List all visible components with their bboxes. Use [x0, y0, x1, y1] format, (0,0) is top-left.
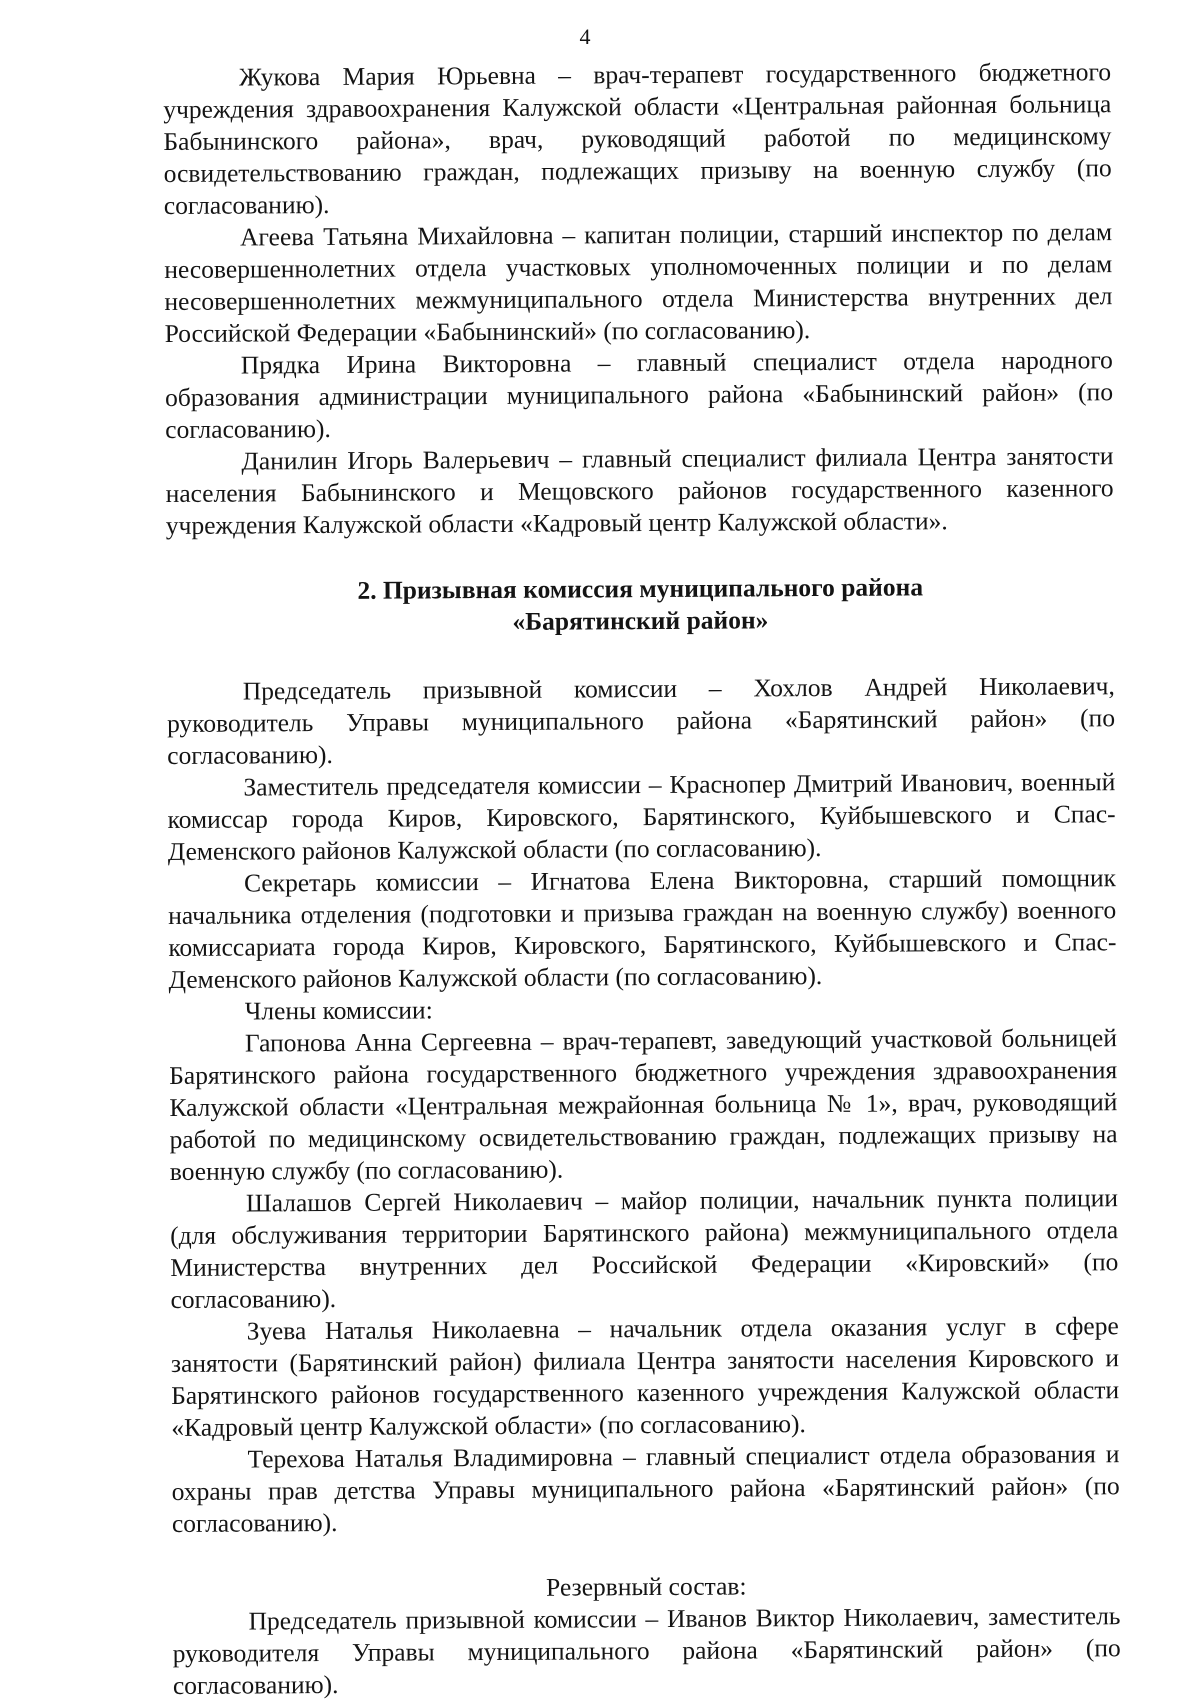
paragraph-secretary: Секретарь комиссии – Игнатова Елена Викторовна, старший помощник начальника отделения (подготовки и призыва граждан на военную службу) военного комиссариата города Киров, Кировского, Барятинского, Куйбышевского и Спас-Деменского районов Калужской области (по согласованию).: [168, 863, 1117, 994]
paragraph-zhukova: Жукова Мария Юрьевна – врач-терапевт государственного бюджетного учреждения здравоохранения Калужской области «Центральная районная больница Бабынинского района», врач, руководящий работой по медицинскому освидетельствованию граждан, подлежащих призыву на военную службу (по согласованию).: [163, 57, 1112, 220]
paragraph-danilin: Данилин Игорь Валерьевич – главный специалист филиала Центра занятости населения Бабынинского и Мещовского районов государственного казенного учреждения Калужской области «Кадровый центр Калужской области».: [165, 441, 1114, 540]
section-heading-line-2: «Барятинский район»: [512, 605, 769, 636]
reserve-heading: Резервный состав:: [546, 1571, 747, 1602]
paragraph-members-label: Члены комиссии:: [244, 995, 433, 1026]
paragraph-chairman: Председатель призывной комиссии – Хохлов Андрей Николаевич, руководитель Управы муниципального района «Барятинский район» (по согласованию).: [166, 671, 1116, 770]
paragraph-terekhova: Терехова Наталья Владимировна – главный специалист отдела образования и охраны прав детства Управы муниципального района «Барятинский район» (по согласованию).: [171, 1439, 1120, 1538]
page-number: 4: [579, 24, 591, 49]
paragraph-pryadka: Прядка Ирина Викторовна – главный специалист отдела народного образования администрации муниципального района «Бабынинский район» (по согласованию).: [164, 345, 1114, 444]
paragraph-zueva: Зуева Наталья Николаевна – начальник отдела оказания услуг в сфере занятости (Барятинский район) филиала Центра занятости населения Кировского и Барятинского районов государственного казенного учреждения Калужской области «Кадровый центр Калужской области» (по согласованию).: [170, 1311, 1120, 1442]
paragraph-deputy-chairman: Заместитель председателя комиссии – Краснопер Дмитрий Иванович, военный комиссар города Киров, Кировского, Барятинского, Куйбышевского и Спас-Деменского районов Калужской области (по согласованию).: [167, 767, 1116, 866]
paragraph-ageeva: Агеева Татьяна Михайловна – капитан полиции, старший инспектор по делам несовершеннолетних отдела участковых уполномоченных полиции и по делам несовершеннолетних межмуниципального отдела Министерства внутренних дел Российской Федерации «Бабынинский» (по согласованию).: [164, 217, 1113, 348]
paragraph-reserve-chairman: Председатель призывной комиссии – Иванов Виктор Николаевич, заместитель руководителя Управы муниципального района «Барятинский район» (по согласованию).: [172, 1601, 1121, 1700]
section-heading-line-1: 2. Призывная комиссия муниципального района: [357, 572, 924, 605]
document-body: [163, 56, 1121, 1702]
section-heading: [166, 570, 1114, 640]
paragraph-shalashov: Шалашов Сергей Николаевич – майор полиции, начальник пункта полиции (для обслуживания территории Барятинского района) межмуниципального отдела Министерства внутренних дел Российской Федерации «Кировский» (по согласованию).: [170, 1183, 1119, 1314]
paragraph-gaponova: Гапонова Анна Сергеевна – врач-терапевт, заведующий участковой больницей Барятинского района государственного бюджетного учреждения здравоохранения Калужской области «Центральная межрайонная больница № 1», врач, руководящий работой по медицинскому освидетельствованию граждан, подлежащих призыву на военную службу (по согласованию).: [169, 1023, 1118, 1186]
